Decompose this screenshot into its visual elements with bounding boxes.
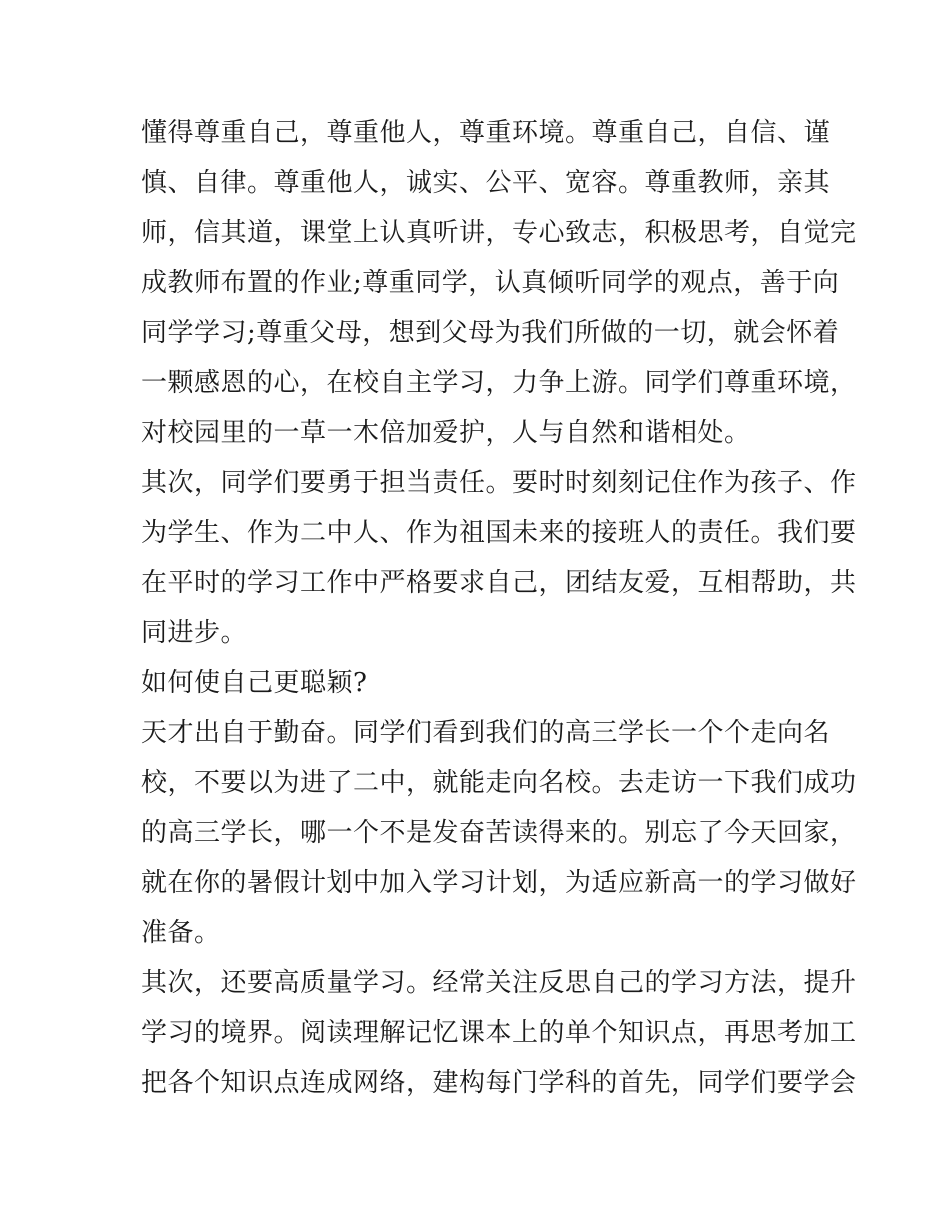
section-heading: 如何使自己更聪颖? xyxy=(141,668,368,698)
body-text xyxy=(141,108,857,1108)
text-line: 慎、自律。尊重他人，诚实、公平、宽容。尊重教师，亲其 xyxy=(141,168,831,198)
text-line: 把各个知识点连成网络，建构每门学科的首先，同学们要学会 xyxy=(141,1068,857,1098)
text-line: 其次，还要高质量学习。经常关注反思自己的学习方法，提升 xyxy=(141,968,857,998)
text-line: 天才出自于勤奋。同学们看到我们的高三学长一个个走向名 xyxy=(141,718,831,748)
text-line: 其次，同学们要勇于担当责任。要时时刻刻记住作为孩子、作 xyxy=(141,468,857,498)
text-line: 在平时的学习工作中严格要求自己，团结友爱，互相帮助，共 xyxy=(141,568,857,598)
text-line: 对校园里的一草一木倍加爱护，人与自然和谐相处。 xyxy=(141,418,751,448)
text-line: 校，不要以为进了二中，就能走向名校。去走访一下我们成功 xyxy=(141,768,857,798)
text-line: 同学学习;尊重父母，想到父母为我们所做的一切，就会怀着 xyxy=(141,318,840,348)
text-line: 成教师布置的作业;尊重同学，认真倾听同学的观点，善于向 xyxy=(141,268,840,298)
text-line: 就在你的暑假计划中加入学习计划，为适应新高一的学习做好 xyxy=(141,868,857,898)
text-line: 同进步。 xyxy=(141,618,248,648)
text-line: 懂得尊重自己，尊重他人，尊重环境。尊重自己，自信、谨 xyxy=(141,118,831,148)
text-line: 一颗感恩的心，在校自主学习，力争上游。同学们尊重环境， xyxy=(141,368,857,398)
text-line: 学习的境界。阅读理解记忆课本上的单个知识点，再思考加工 xyxy=(141,1018,857,1048)
text-line: 准备。 xyxy=(141,918,221,948)
text-line: 的高三学长，哪一个不是发奋苦读得来的。别忘了今天回家， xyxy=(141,818,857,848)
text-line: 师，信其道，课堂上认真听讲，专心致志，积极思考，自觉完 xyxy=(141,218,857,248)
text-line: 为学生、作为二中人、作为祖国未来的接班人的责任。我们要 xyxy=(141,518,857,548)
